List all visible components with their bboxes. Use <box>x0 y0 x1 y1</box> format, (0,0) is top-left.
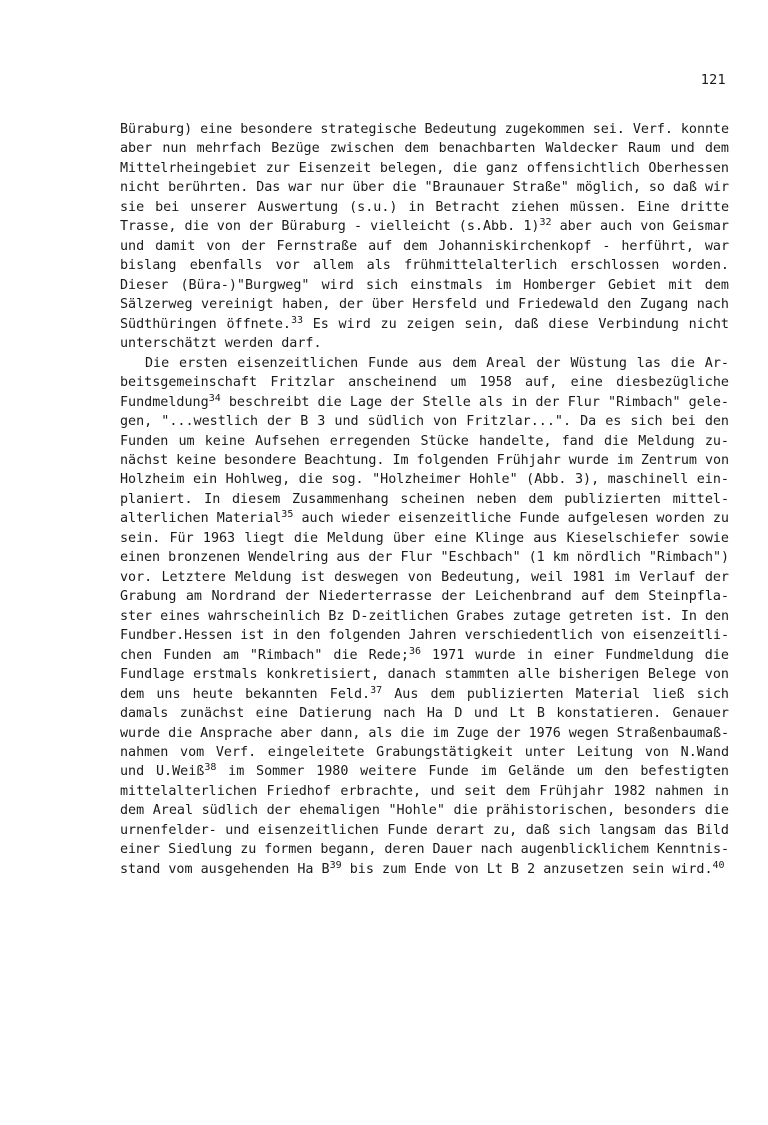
text-line <box>120 373 729 392</box>
line-text: beitsgemeinschaft Fritzlar anscheinend um 1958 auf, eine diesbezügliche <box>120 375 729 391</box>
line-text: damals zunächst eine Datierung nach Ha D und Lt B konstatieren. Genauer <box>120 706 729 722</box>
text-line <box>120 120 729 139</box>
footnote-ref: 40 <box>712 859 725 871</box>
text-line <box>120 139 729 158</box>
line-text-continued: auch wieder eisenzeitliche Funde aufgelesen worden zu <box>293 511 729 527</box>
line-text: bislang ebenfalls vor allem als frühmittelalterlich erschlossen worden. <box>120 258 729 274</box>
text-line <box>120 295 729 314</box>
line-text-continued: Es wird zu zeigen sein, daß diese Verbindung nicht <box>303 316 729 332</box>
text-line <box>120 529 729 548</box>
text-line <box>120 782 729 801</box>
line-text: unterschätzt werden darf. <box>120 336 322 352</box>
text-line <box>120 548 729 567</box>
line-text-continued: im Sommer 1980 weitere Funde im Gelände um den befestigten <box>216 764 729 780</box>
text-line <box>120 801 729 820</box>
text-line <box>120 276 729 295</box>
line-text-continued: bis zum Ende von Lt B 2 anzusetzen sein wird. <box>341 861 713 877</box>
footnote-ref: 34 <box>208 392 221 404</box>
line-text: und damit von der Fernstraße auf dem Johanniskirchenkopf - herführt, war <box>120 238 729 254</box>
line-text: alterlichen Material <box>120 511 282 527</box>
line-text: sein. Für 1963 liegt die Meldung über eine Klinge aus Kieselschiefer sowie <box>120 530 729 546</box>
page-number: 121 <box>700 72 726 88</box>
line-text: gen, "...westlich der B 3 und südlich von Fritzlar...". Da es sich bei den <box>120 414 729 430</box>
line-text: nicht berührten. Das war nur über die "Braunauer Straße" möglich, so daß wir <box>120 180 729 196</box>
text-line <box>120 393 729 412</box>
line-text: Fundmeldung <box>120 394 209 410</box>
footnote-ref: 37 <box>370 684 383 696</box>
text-line <box>120 743 729 762</box>
footnote-ref: 33 <box>290 314 303 326</box>
line-text: Büraburg) eine besondere strategische Bedeutung zugekommen sei. Verf. konnte <box>120 122 729 137</box>
text-line <box>120 354 729 373</box>
line-text: und U.Weiß <box>120 764 205 780</box>
footnote-ref: 32 <box>539 217 552 229</box>
text-line <box>120 646 729 665</box>
text-line <box>120 840 729 859</box>
line-text: Mittelrheingebiet zur Eisenzeit belegen, die ganz offensichtlich Oberhessen <box>120 160 729 176</box>
text-line <box>120 821 729 840</box>
text-line <box>120 432 729 451</box>
text-line <box>120 607 729 626</box>
line-text: Trasse, die von der Büraburg - vielleicht (s.Abb. 1) <box>120 219 540 235</box>
line-text: Südthüringen öffnete. <box>120 316 291 332</box>
line-text: Fundber.Hessen ist in den folgenden Jahren verschiedentlich von eisenzeitli- <box>120 628 729 644</box>
line-text: Grabung am Nordrand der Niederterrasse der Leichenbrand auf dem Steinpfla- <box>120 589 729 605</box>
line-text-continued: 1971 wurde in einer Fundmeldung die <box>420 647 729 663</box>
footnote-ref: 38 <box>204 762 217 774</box>
text-line <box>120 762 729 781</box>
line-text: Sälzerweg vereinigt haben, der über Hersfeld und Friedewald den Zugang nach <box>120 297 729 313</box>
text-line <box>120 724 729 743</box>
text-line <box>120 412 729 431</box>
line-text: mittelalterlichen Friedhof erbrachte, und seit dem Frühjahr 1982 nahmen in <box>120 783 729 799</box>
line-text: einen bronzenen Wendelring aus der Flur "Eschbach" (1 km nördlich "Rimbach") <box>120 550 729 566</box>
line-text: sie bei unserer Auswertung (s.u.) in Betracht ziehen müssen. Eine dritte <box>120 199 729 215</box>
line-text: urnenfelder- und eisenzeitlichen Funde derart zu, daß sich langsam das Bild <box>120 822 729 838</box>
text-line <box>120 685 729 704</box>
line-text: Fundlage erstmals konkretisiert, danach stammten alle bisherigen Belege von <box>120 667 729 683</box>
text-line <box>120 704 729 723</box>
line-text: wurde die Ansprache aber dann, als die im Zuge der 1976 wegen Straßenbaumaß- <box>120 725 729 741</box>
text-line <box>120 490 729 509</box>
text-line <box>120 665 729 684</box>
line-text: dem Areal südlich der ehemaligen "Hohle" die prähistorischen, besonders die <box>120 803 729 819</box>
text-line <box>120 451 729 470</box>
text-line <box>120 587 729 606</box>
text-line <box>120 626 729 645</box>
line-text: stand vom ausgehenden Ha B <box>120 861 330 877</box>
line-text: chen Funden am "Rimbach" die Rede; <box>120 647 409 663</box>
text-line <box>120 178 729 197</box>
text-line <box>120 217 729 236</box>
line-text-continued: beschreibt die Lage der Stelle als in der Flur "Rimbach" gele- <box>220 394 729 410</box>
line-text-continued: Aus dem publizierten Material ließ sich <box>382 686 729 702</box>
line-text: Dieser (Büra-)"Burgweg" wird sich einstmals im Homberger Gebiet mit dem <box>120 277 729 293</box>
text-line <box>120 237 729 256</box>
text-line <box>120 315 729 334</box>
line-text-continued: aber auch von Geismar <box>551 219 729 235</box>
line-text: einer Siedlung zu formen begann, deren Dauer nach augenblicklichem Kenntnis- <box>120 842 729 858</box>
footnote-ref: 39 <box>329 859 342 871</box>
text-line <box>120 334 729 353</box>
text-line <box>120 256 729 275</box>
line-text: ster eines wahrscheinlich Bz D-zeitlichen Grabes zutage getreten ist. In den <box>120 608 729 624</box>
line-text: dem uns heute bekannten Feld. <box>120 686 371 702</box>
line-text: nahmen vom Verf. eingeleitete Grabungstätigkeit unter Leitung von N.Wand <box>120 745 729 760</box>
text-line <box>120 198 729 217</box>
line-text: vor. Letztere Meldung ist deswegen von Bedeutung, weil 1981 im Verlauf der <box>120 569 729 585</box>
line-text: nächst keine besondere Beachtung. Im folgenden Frühjahr wurde im Zentrum von <box>120 452 729 468</box>
text-line <box>120 568 729 587</box>
footnote-ref: 36 <box>408 645 421 657</box>
body-text <box>120 120 729 879</box>
line-text: Holzheim ein Hohlweg, die sog. "Holzheimer Hohle" (Abb. 3), maschinell ein- <box>120 472 729 488</box>
footnote-ref: 35 <box>281 509 294 521</box>
line-text: planiert. In diesem Zusammenhang scheinen neben dem publizierten mittel- <box>120 491 729 507</box>
line-text: Funden um keine Aufsehen erregenden Stücke handelte, fand die Meldung zu- <box>120 433 729 449</box>
text-line <box>120 860 729 879</box>
text-line <box>120 509 729 528</box>
text-line <box>120 159 729 178</box>
line-text: aber nun mehrfach Bezüge zwischen dem benachbarten Waldecker Raum und dem <box>120 141 729 157</box>
line-text: Die ersten eisenzeitlichen Funde aus dem Areal der Wüstung las die Ar- <box>145 355 729 371</box>
text-line <box>120 470 729 489</box>
